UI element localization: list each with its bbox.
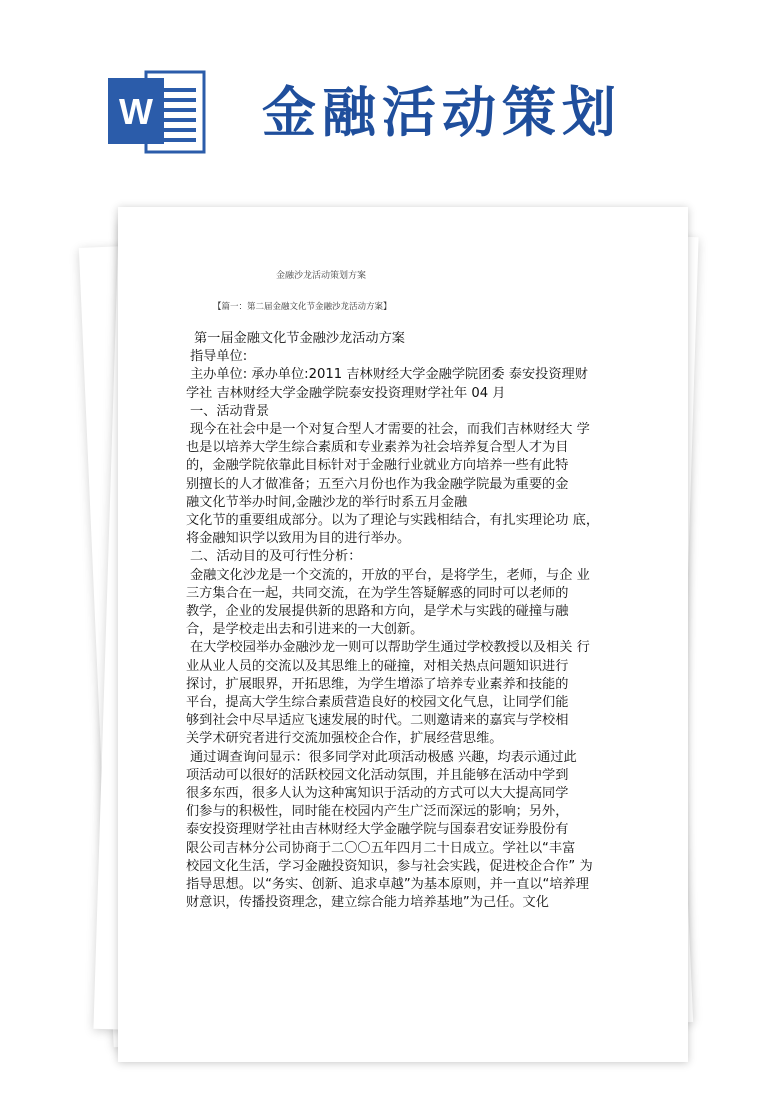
doc-line: 也是以培养大学生综合素质和专业素养为社会培养复合型人才为目	[186, 440, 569, 456]
doc-line: 通过调查询问显示：很多同学对此项活动极感 兴趣，均表示通过此	[190, 749, 577, 765]
doc-line: 将金融知识学以致用为目的进行举办。	[186, 531, 411, 547]
doc-line: 探讨，扩展眼界，开拓思维，为学生增添了培养专业素养和技能的	[186, 676, 569, 692]
doc-line: 学社 吉林财经大学金融学院泰安投资理财学社年 04 月	[186, 385, 506, 401]
doc-line: 主办单位: 承办单位:2011 吉林财经大学金融学院团委 泰安投资理财	[190, 367, 588, 383]
doc-line: 们参与的积极性，同时能在校园内产生广泛而深远的影响；另外，	[186, 804, 569, 820]
doc-line: 一、活动背景	[190, 403, 270, 419]
doc-line: 三方集合在一起，共同交流，在为学生答疑解惑的同时可以老师的	[186, 585, 569, 601]
document-body	[186, 330, 614, 913]
doc-line: 二、活动目的及可行性分析：	[190, 549, 362, 565]
doc-line: 指导单位:	[190, 349, 248, 365]
doc-line: 现今在社会中是一个对复合型人才需要的社会，而我们吉林财经大 学	[190, 422, 590, 438]
doc-line: 泰安投资理财学社由吉林财经大学金融学院与国泰君安证券股份有	[186, 822, 569, 838]
doc-line: 融文化节举办时间,金融沙龙的举行时系五月金融	[186, 494, 468, 510]
doc-line: 别擅长的人才做准备；五至六月份也作为我金融学院最为重要的金	[186, 476, 569, 492]
doc-line: 财意识，传播投资理念，建立综合能力培养基地”为己任。文化	[186, 895, 549, 911]
doc-line: 项活动可以很好的活跃校园文化活动氛围，并且能够在活动中学到	[186, 767, 569, 783]
doc-line: 校园文化生活，学习金融投资知识，参与社会实践，促进校企合作” 为	[186, 858, 593, 874]
svg-text:W: W	[119, 91, 153, 132]
doc-line: 指导思想。以“务实、创新、追求卓越”为基本原则，并一直以“培养理	[186, 877, 589, 893]
page-title: 金融活动策划	[262, 81, 622, 144]
doc-line: 合，是学校走出去和引进来的一大创新。	[186, 622, 424, 638]
doc-line: 限公司吉林分公司协商于二〇〇五年四月二十日成立。学社以“丰富	[186, 840, 576, 856]
header-banner	[0, 0, 780, 190]
doc-line: 很多东西，很多人认为这种寓知识于活动的方式可以大大提高同学	[186, 786, 569, 802]
word-document-icon	[108, 66, 208, 156]
running-head: 金融沙龙活动策划方案	[276, 271, 367, 281]
doc-line: 够到社会中尽早适应飞速发展的时代。二则邀请来的嘉宾与学校相	[186, 713, 569, 729]
article-tag: 【篇一：第二届金融文化节金融沙龙活动方案】	[213, 302, 392, 312]
doc-line: 教学，企业的发展提供新的思路和方向，是学术与实践的碰撞与融	[186, 604, 569, 620]
doc-line: 关学术研究者进行交流加强校企合作，扩展经营思维。	[186, 731, 503, 747]
doc-line: 平台，提高大学生综合素质营造良好的校园文化气息，让同学们能	[186, 695, 569, 711]
doc-line: 在大学校园举办金融沙龙一则可以帮助学生通过学校教授以及相关 行	[190, 640, 590, 656]
doc-line: 的，金融学院依靠此目标针对于金融行业就业方向培养一些有此特	[186, 458, 569, 474]
doc-line: 金融文化沙龙是一个交流的，开放的平台，是将学生，老师，与企 业	[190, 567, 590, 583]
doc-line: 第一届金融文化节金融沙龙活动方案	[194, 331, 405, 346]
doc-line: 业从业人员的交流以及其思维上的碰撞，对相关热点问题知识进行	[186, 658, 569, 674]
doc-line: 文化节的重要组成部分。以为了理论与实践相结合，有扎实理论功 底，	[186, 513, 600, 529]
